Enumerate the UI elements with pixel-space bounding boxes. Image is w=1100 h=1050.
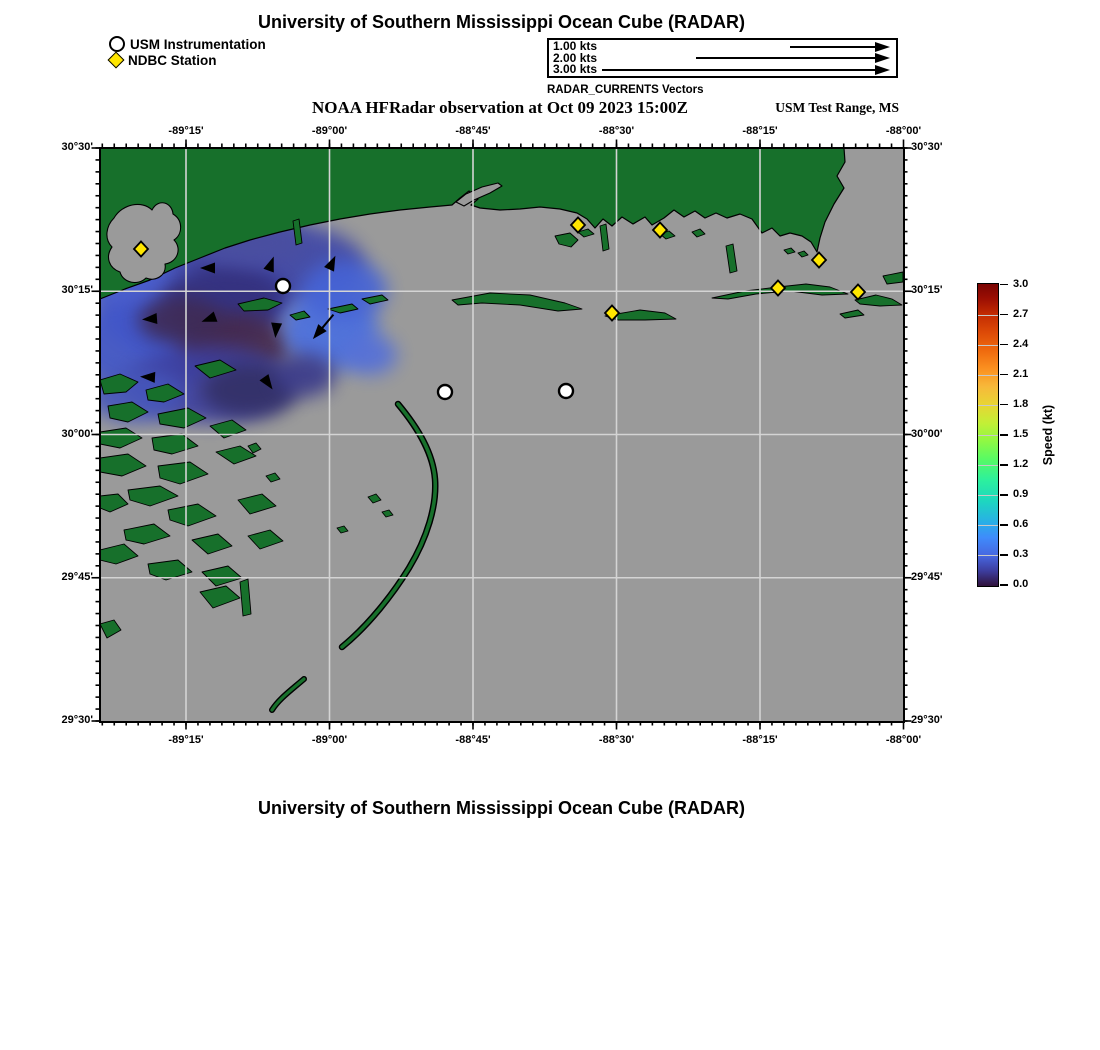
legend-label-usm: USM Instrumentation [130, 36, 266, 52]
x-axis-label: -88°15' [742, 734, 778, 746]
legend-item-ndbc [109, 52, 266, 68]
scale-arrow-icon [790, 42, 890, 52]
y-axis-label: 29°30' [911, 714, 943, 726]
colorbar-separator [978, 375, 998, 376]
y-axis-label: 30°15' [61, 284, 93, 297]
colorbar-tick [1000, 404, 1008, 406]
colorbar-separator [978, 525, 998, 526]
figure-title: University of Southern Mississippi Ocean Cube (RADAR) [257, 12, 746, 32]
x-axis-label: -89°00' [311, 734, 348, 746]
legend-label-ndbc: NDBC Station [128, 52, 217, 68]
colorbar-tick [1000, 464, 1008, 466]
x-axis-label: -88°45' [455, 125, 491, 137]
colorbar-tick-label: 3.0 [1013, 277, 1029, 290]
circle-marker-icon [109, 36, 125, 52]
colorbar-tick [1000, 554, 1008, 556]
colorbar-tick-label: 0.9 [1013, 487, 1029, 500]
y-axis-label: 29°45' [911, 570, 943, 583]
x-axis-label: -88°45' [455, 734, 491, 746]
colorbar-separator [978, 315, 998, 316]
scale-arrow-icon [602, 65, 890, 75]
vector-scale-row [549, 64, 896, 76]
colorbar-tick [1000, 584, 1008, 586]
axis-ticks [86, 134, 917, 735]
colorbar-tick-label: 2.4 [1013, 337, 1029, 350]
y-axis-label: 30°00' [61, 427, 93, 440]
vector-scale-row [549, 41, 896, 53]
x-axis-label: -89°15' [168, 734, 204, 746]
x-axis-label: -89°00' [311, 125, 348, 137]
colorbar-tick [1000, 494, 1008, 496]
y-axis-label: 30°15' [911, 284, 943, 297]
vector-scale-label: 2.00 kts [553, 50, 598, 65]
vector-scale-box [547, 38, 898, 78]
vector-scale-row [549, 50, 896, 65]
x-axis-label: -88°15' [742, 125, 778, 137]
colorbar-separator [978, 345, 998, 346]
y-axis-label: 30°30' [61, 141, 93, 153]
colorbar-tick-label: 2.7 [1013, 307, 1029, 320]
y-axis-label: 30°30' [911, 141, 943, 153]
colorbar-tick [1000, 374, 1008, 376]
colorbar-separator [978, 435, 998, 436]
range-label: USM Test Range, MS [775, 100, 899, 115]
colorbar-separator [978, 465, 998, 466]
x-axis-label: -88°30' [598, 125, 635, 137]
colorbar-tick [1000, 524, 1008, 526]
scale-arrow-icon [696, 53, 890, 63]
figure-subtitle: NOAA HFRadar observation at Oct 09 2023 15:00Z [311, 98, 689, 117]
colorbar-tick [1000, 344, 1008, 346]
colorbar-tick-label: 1.2 [1013, 457, 1029, 470]
vector-scale-label: 3.00 kts [553, 62, 598, 76]
legend-item-usm [109, 36, 266, 52]
colorbar-tick [1000, 434, 1008, 436]
x-axis-label: -88°00' [885, 125, 922, 137]
colorbar-tick-label: 0.3 [1013, 547, 1029, 560]
colorbar-tick [1000, 314, 1008, 316]
y-axis-label: 30°00' [911, 427, 943, 440]
vector-scale-label: 1.00 kts [553, 39, 598, 53]
colorbar-separator [978, 495, 998, 496]
x-axis-label: -89°15' [168, 125, 204, 137]
y-axis-label: 29°45' [61, 570, 93, 583]
colorbar-tick-label: 1.8 [1013, 397, 1029, 410]
diamond-marker-icon [108, 52, 125, 69]
x-axis-label: -88°30' [598, 734, 635, 746]
vector-scale-caption: RADAR_CURRENTS Vectors [547, 84, 704, 96]
colorbar-tick-label: 0.6 [1013, 517, 1029, 530]
colorbar-axis-label: Speed (kt) [1041, 404, 1055, 466]
colorbar-tick-label: 1.5 [1013, 427, 1029, 440]
colorbar-tick-label: 0.0 [1013, 578, 1029, 590]
colorbar-tick [1000, 284, 1008, 286]
colorbar-tick-label: 2.1 [1013, 367, 1029, 380]
x-axis-label: -88°00' [885, 734, 922, 746]
colorbar-separator [978, 405, 998, 406]
marker-legend [109, 36, 266, 68]
colorbar-separator [978, 555, 998, 556]
y-axis-label: 29°30' [61, 714, 93, 726]
footer-title: University of Southern Mississippi Ocean Cube (RADAR) [257, 798, 746, 818]
